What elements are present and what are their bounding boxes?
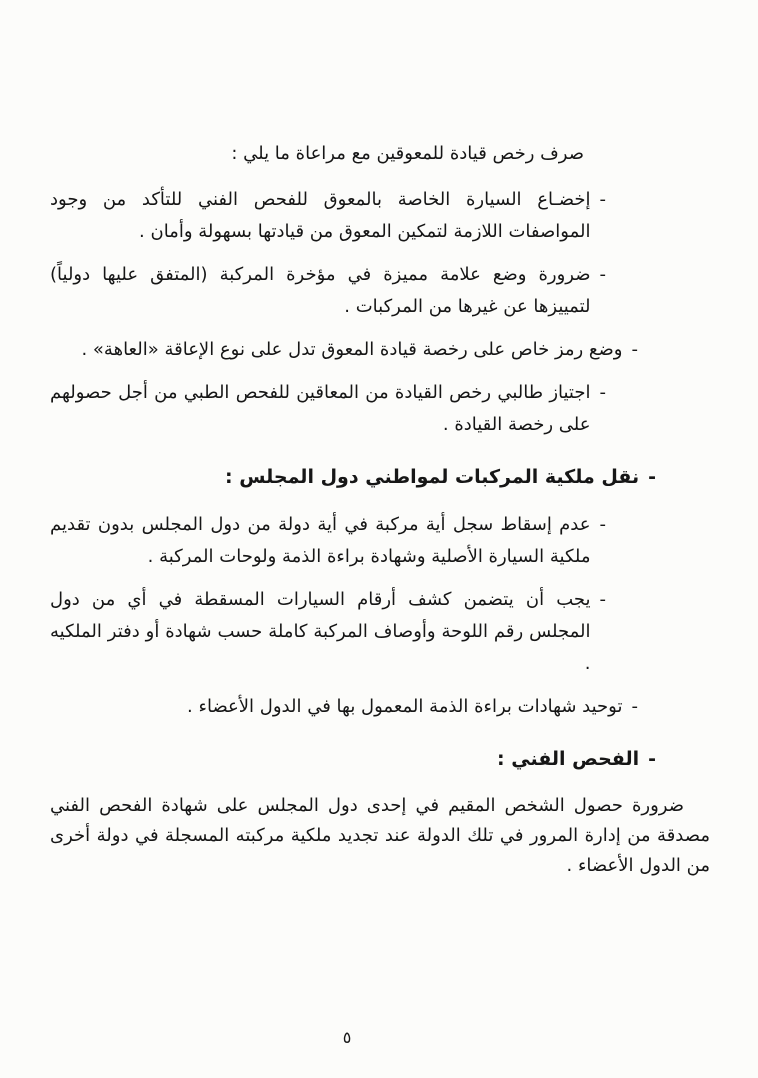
list-item-text: إخضـاع السيارة الخاصة بالمعوق للفحص الفني للتأكد من وجود المواصفات اللازمة لتمكين المعوق من قيادتها بسهولة وأمان . xyxy=(50,189,591,242)
list-item-text: اجتياز طالبي رخص القيادة من المعاقين للفحص الطبي من أجل حصولهم على رخصة القيادة . xyxy=(50,382,591,435)
section-heading-text: الفحص الفني : xyxy=(497,748,640,770)
list-item-text: ضرورة وضع علامة مميزة في مؤخرة المركبة (المتفق عليها دولياً) لتمييزها عن غيرها من المركبات . xyxy=(50,264,591,317)
list-item-text: توحيد شهادات براءة الذمة المعمول بها في الدول الأعضاء . xyxy=(187,696,623,717)
dash-marker: - xyxy=(599,514,606,535)
page-number: ٥ xyxy=(342,1028,352,1047)
list-item xyxy=(50,334,710,366)
list-item xyxy=(50,377,710,441)
dash-marker: - xyxy=(631,339,638,360)
list-item xyxy=(50,259,710,323)
section-heading-text: نقل ملكية المركبات لمواطني دول المجلس : xyxy=(225,466,640,488)
section-heading-technical-inspection xyxy=(50,743,710,775)
dash-marker: - xyxy=(599,264,606,285)
intro-line: صرف رخص قيادة للمعوقين مع مراعاة ما يلي : xyxy=(231,143,584,164)
dash-marker: - xyxy=(648,748,656,770)
body-paragraph: ضرورة حصول الشخص المقيم في إحدى دول المجلس على شهادة الفحص الفني مصدقة من إدارة المرور في تلك الدولة عند تجديد ملكية مركبته المسجلة في دولة أخرى من الدول الأعضاء . xyxy=(50,795,710,876)
dash-marker: - xyxy=(599,589,606,610)
dash-marker: - xyxy=(599,382,606,403)
dash-marker: - xyxy=(648,466,656,488)
list-item-text: وضع رمز خاص على رخصة قيادة المعوق تدل على نوع الإعاقة «العاهة» . xyxy=(81,339,623,360)
section-heading-vehicle-ownership xyxy=(50,461,710,493)
list-item xyxy=(50,509,710,573)
list-item xyxy=(50,691,710,723)
list-item xyxy=(50,184,710,248)
list-item-text: يجب أن يتضمن كشف أرقام السيارات المسقطة في أي من دول المجلس رقم اللوحة وأوصاف المركبة كاملة حسب شهادة أو دفتر الملكيه . xyxy=(50,589,591,674)
list-item xyxy=(50,584,710,680)
document-content xyxy=(50,138,710,881)
dash-marker: - xyxy=(599,189,606,210)
dash-marker: - xyxy=(631,696,638,717)
list-item-text: عدم إسقاط سجل أية مركبة في أية دولة من دول المجلس بدون تقديم ملكية السيارة الأصلية وشهادة براءة الذمة ولوحات المركبة . xyxy=(50,514,591,567)
